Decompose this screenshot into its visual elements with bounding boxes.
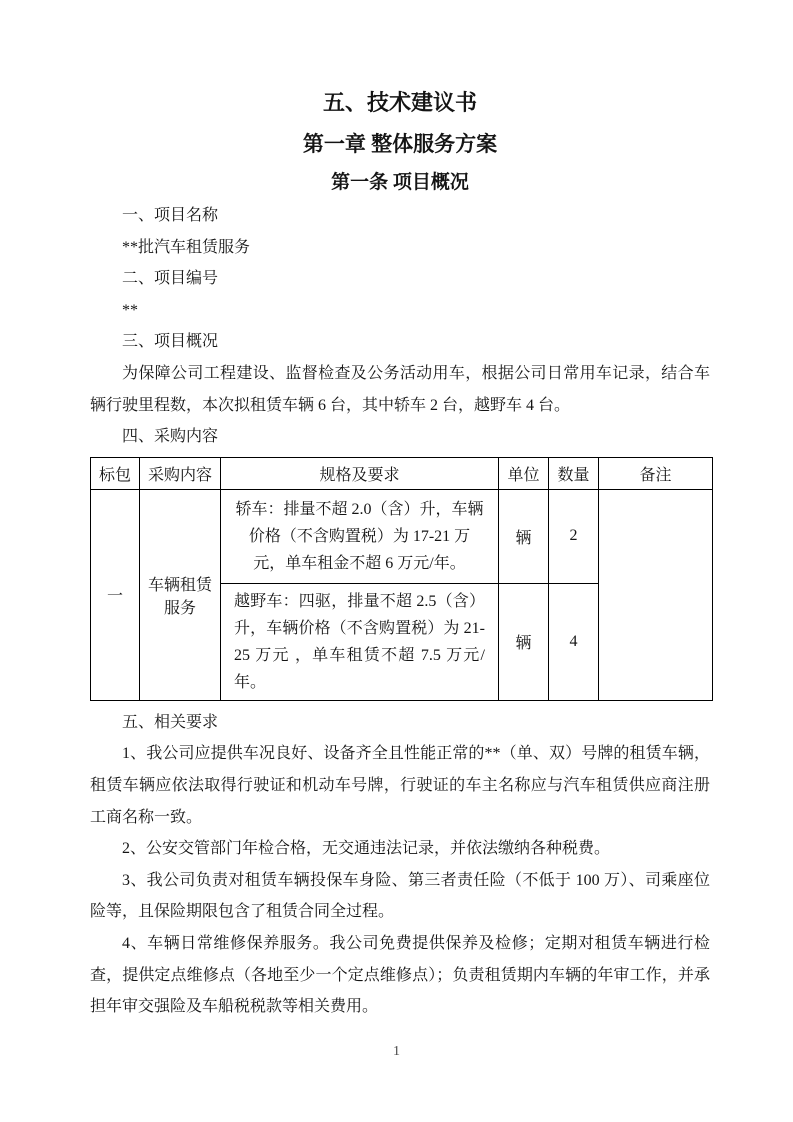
article-heading: 第一条 项目概况	[331, 172, 469, 193]
cell-remark	[599, 489, 713, 700]
header-package: 标包	[91, 457, 140, 489]
chapter-heading: 第一章 整体服务方案	[302, 132, 498, 156]
section-3-text: 为保障公司工程建设、监督检查及公务活动用车，根据公司日常用车记录，结合车辆行驶里程数，本次拟租赁车辆 6 台，其中轿车 2 台，越野车 4 台。	[90, 364, 710, 414]
requirements-section	[90, 707, 710, 1023]
header-remark: 备注	[599, 457, 713, 489]
page-number: 1	[393, 1044, 400, 1059]
header-content: 采购内容	[140, 457, 221, 489]
requirement-item-2: 2、公安交管部门年检合格，无交通违法记录，并依法缴纳各种税费。	[122, 840, 611, 858]
section-3-label: 三、项目概况	[122, 333, 219, 351]
cell-qty-suv: 4	[549, 583, 599, 700]
cell-spec-sedan: 轿车：排量不超 2.0（含）升，车辆价格（不含购置税）为 17-21 万元，单车租金不超 6 万元/年。	[221, 489, 499, 583]
document-title: 五、技术建议书	[322, 90, 477, 115]
section-2-label: 二、项目编号	[122, 270, 219, 288]
section-2-value: **	[122, 301, 138, 319]
requirement-item-1: 1、我公司应提供车况良好、设备齐全且性能正常的**（单、双）号牌的租赁车辆，租赁车辆应依法取得行驶证和机动车号牌，行驶证的车主名称应与汽车租赁供应商注册工商名称一致。	[90, 745, 710, 826]
requirement-item-4: 4、车辆日常维修保养服务。我公司免费提供保养及检修；定期对租赁车辆进行检查，提供定点维修点（各地至少一个定点维修点）；负责租赁期内车辆的年审工作，并承担年审交强险及车船税税款等相关费用。	[90, 934, 710, 1016]
cell-spec-suv: 越野车：四驱，排量不超 2.5（含）升，车辆价格（不含购置税）为 21-25 万元 ，单车租赁不超 7.5 万元/年。	[221, 583, 499, 700]
procurement-table	[90, 457, 713, 701]
table-row	[91, 489, 713, 583]
section-4-label: 四、采购内容	[122, 428, 219, 446]
cell-package: 一	[91, 489, 140, 700]
cell-unit-suv: 辆	[499, 583, 549, 700]
section-1-value: **批汽车租赁服务	[122, 238, 251, 256]
header-qty: 数量	[549, 457, 599, 489]
header-spec: 规格及要求	[221, 457, 499, 489]
requirement-item-3: 3、我公司负责对租赁车辆投保车身险、第三者责任险（不低于 100 万）、司乘座位险等，且保险期限包含了租赁合同全过程。	[90, 871, 710, 921]
table-header-row	[91, 457, 713, 489]
cell-unit-sedan: 辆	[499, 489, 549, 583]
document-body	[90, 200, 710, 453]
cell-qty-sedan: 2	[549, 489, 599, 583]
cell-content: 车辆租赁服务	[140, 489, 221, 700]
header-unit: 单位	[499, 457, 549, 489]
section-1-label: 一、项目名称	[122, 207, 219, 224]
section-5-label: 五、相关要求	[122, 713, 219, 731]
